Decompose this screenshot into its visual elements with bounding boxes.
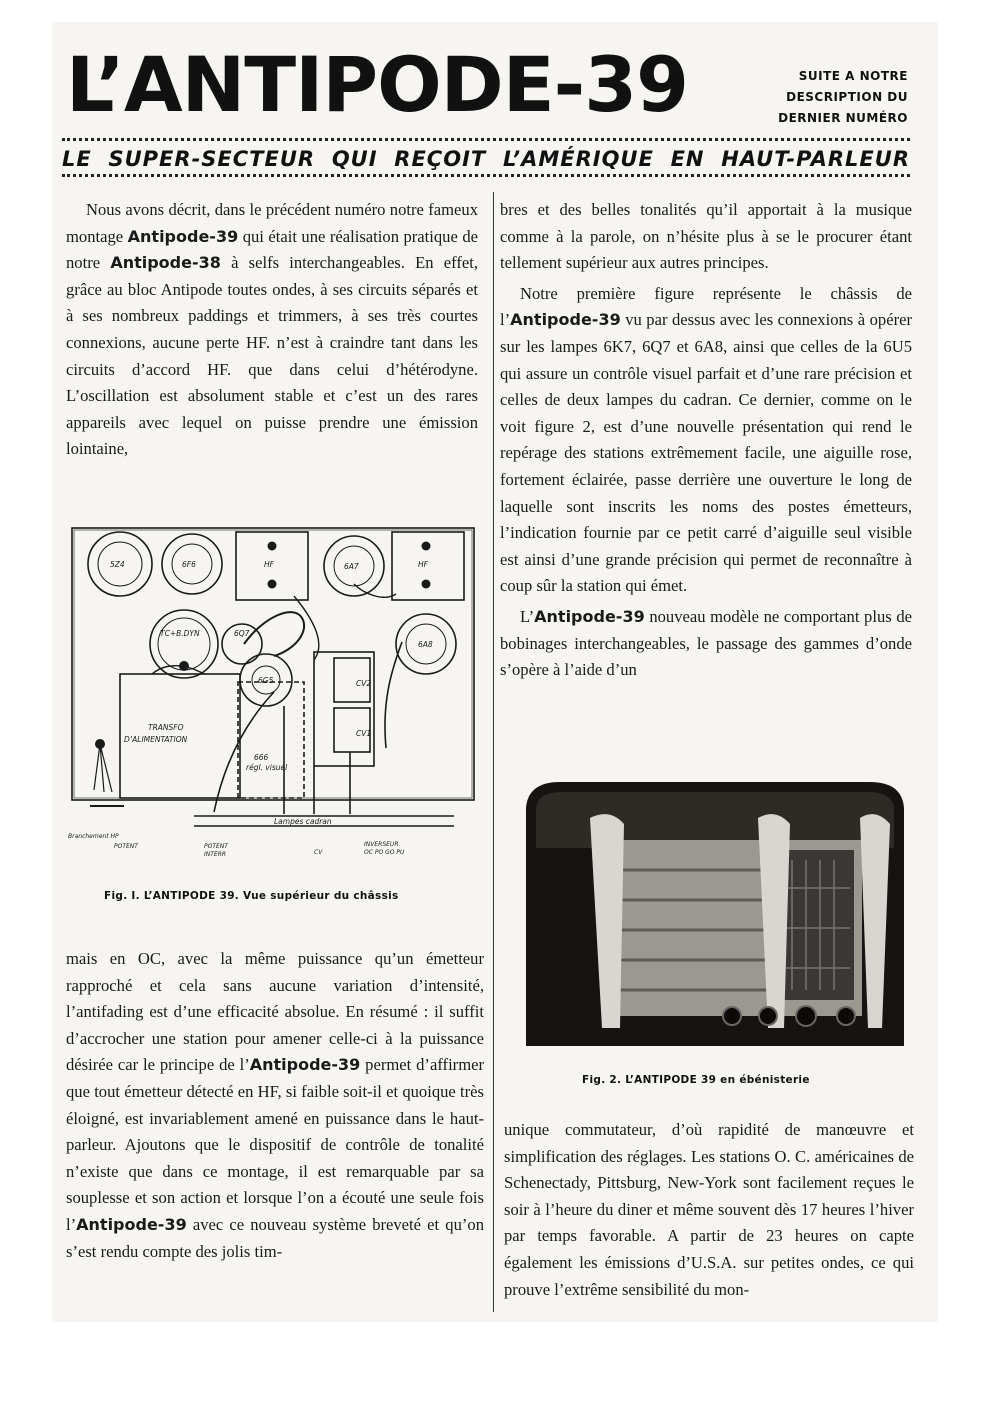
paragraph	[66, 946, 484, 1265]
dotted-rule-top	[62, 138, 910, 141]
radio-cabinet-photo	[520, 778, 910, 1056]
tuning-dial	[782, 850, 854, 1000]
chassis-diagram	[64, 524, 484, 870]
label-5z4: 5Z4	[110, 560, 125, 569]
text-run: nouveau modèle ne comportant plus de bobinages interchangeables, le passage des gammes d’onde s’opère à l’aide d’un	[500, 606, 912, 680]
label-cv1: CV1	[356, 729, 372, 738]
text-run: Notre première figure représente le châssis de l’	[500, 283, 912, 330]
left-column-bottom	[66, 946, 484, 1265]
figure-2-caption: Fig. 2. L’ANTIPODE 39 en ébénisterie	[582, 1074, 810, 1086]
label-interr: INTERR	[204, 851, 227, 858]
right-column-top	[500, 197, 912, 684]
dotted-rule-bottom	[62, 174, 910, 177]
label-transfo: TRANSFO	[148, 723, 184, 732]
text-run: vu par dessus avec les connexions à opérer sur les lampes 6K7, 6Q7 et 6A8, ainsi que celles de la 6U5 qui assure un contrôle visuel parfait et d’une rare précision et celles de deux lampes du cadran. Ce dernier, comme on le voit figure 2, est d’une nouvelle présentation qui rend le repérage des stations extrêmement facile, une aiguille rose, fortement éclairée, passe derrière une ouverture le long de laquelle sont inscrits les noms des postes émetteurs, l’indication fournie par ce petit carré d’aiguille seul visible est ainsi d’une grande précision qui permet de reconnaître à coup sûr la station qui émet.	[500, 310, 912, 596]
page-subtitle: LE SUPER-SECTEUR QUI REÇOIT L’AMÉRIQUE EN HAUT-PARLEUR	[62, 147, 910, 171]
series-note-line: DESCRIPTION DU	[786, 90, 908, 104]
label-6q7: 6Q7	[234, 629, 250, 638]
label-potent-2: POTENT	[204, 843, 228, 850]
page-title: L’ANTIPODE-39	[66, 40, 688, 129]
label-oc-po-go-pu: OC PO GO PU	[364, 849, 405, 856]
paragraph	[66, 197, 478, 463]
label-tcb: TC+B.DYN	[160, 629, 200, 638]
label-branchement: Branchement HP	[68, 833, 119, 840]
product-name: Antipode-39	[76, 1214, 187, 1234]
knob	[723, 1007, 741, 1025]
label-6a7: 6A7	[344, 562, 359, 571]
text-run: avec ce nouveau système breveté et qu’on s’est rendu compte des jolis tim-	[66, 1214, 484, 1261]
product-name: Antipode-38	[110, 253, 221, 273]
label-lampes-cadran: Lampes cadran	[274, 817, 332, 826]
label-inverseur: INVERSEUR	[364, 841, 399, 848]
figure-1-caption: Fig. I. L’ANTIPODE 39. Vue supérieur du châssis	[104, 890, 399, 902]
right-column-bottom	[504, 1117, 914, 1303]
label-alimentation: D’ALIMENTATION	[124, 735, 188, 744]
paragraph: bres et des belles tonalités qu’il apportait à la musique comme à la parole, on n’hésite plus à se le procurer étant tellement supérieur aux autres principes.	[500, 200, 912, 273]
series-note-line: SUITE A NOTRE	[798, 69, 908, 83]
label-6a8: 6A8	[418, 640, 433, 649]
jack-connector	[95, 739, 105, 749]
series-note-line: DERNIER NUMÉRO	[778, 111, 908, 125]
product-name: Antipode-39	[534, 606, 645, 626]
product-name: Antipode-39	[127, 226, 239, 246]
text-run: à selfs interchangeables. En effet, grâce au bloc Antipode toutes ondes, à ses circuits séparés et à ses nombreux paddings et trimmers, à ses très courtes connexions, aucune perte HF. n’est à craindre tant dans les circuits d’accord HF. que dans celui d’hétérodyne. L’oscillation est absolument stable et c’est un des rares appareils avec lequel on puisse prendre une émission lointaine,	[66, 253, 478, 459]
text-run: qui était une réalisation pratique de notre	[66, 226, 478, 273]
text-run: Nous avons décrit, dans le précédent numéro notre fameux montage	[66, 200, 478, 246]
product-name: Antipode-39	[249, 1055, 361, 1075]
wire	[244, 612, 304, 656]
text-run: permet d’affirmer que tout émetteur détecté en HF, si faible soit-il et quoique très éloigné, est invariablement amené en puissance dans le haut-parleur. Ajoutons que le dispositif de contrôle de tonalité n’existe que dans ce montage, il est remarquable par sa souplesse et son action et lorsque l’on a écouté une seule fois l’	[66, 1055, 485, 1234]
column-divider	[493, 192, 494, 1312]
label-666: 666	[254, 753, 269, 762]
label-cv2: CV2	[356, 679, 372, 688]
label-6f6: 6F6	[182, 560, 196, 569]
label-potent: POTENT	[114, 843, 138, 850]
paragraph	[500, 604, 912, 684]
label-hf-1: HF	[264, 560, 274, 569]
variable-capacitor	[314, 652, 374, 766]
left-column-top	[66, 197, 478, 463]
label-hf-2: HF	[418, 560, 428, 569]
label-cv: CV	[314, 849, 323, 856]
product-name: Antipode-39	[510, 310, 621, 330]
paragraph	[500, 281, 912, 600]
series-note	[748, 66, 908, 129]
text-run: mais en OC, avec la même puissance qu’un émetteur rapproché et cela sans aucune variation d’intensité, l’antifading est d’une efficacité absolue. En résumé : il suffit d’accrocher une station pour amener celle-ci à la puissance désirée car le principe de l’	[66, 949, 484, 1075]
text-run: L’	[520, 606, 535, 626]
label-6g5: 6G5	[258, 676, 274, 685]
paragraph: unique commutateur, d’où rapidité de manœuvre et simplification des réglages. Les stations O. C. américaines de Schenectady, Pittsburg, New-York sont facilement reçues le soir à l’heure du diner et même souvent dès 17 heures l’hiver par temps favorable. A partir de 23 heures on capte également les émissions d’U.S.A. sur petites ondes, ce qui prouve l’extrême sensibilité du mon-	[504, 1120, 914, 1299]
label-regl-visuel: régl. visuel	[246, 763, 288, 772]
